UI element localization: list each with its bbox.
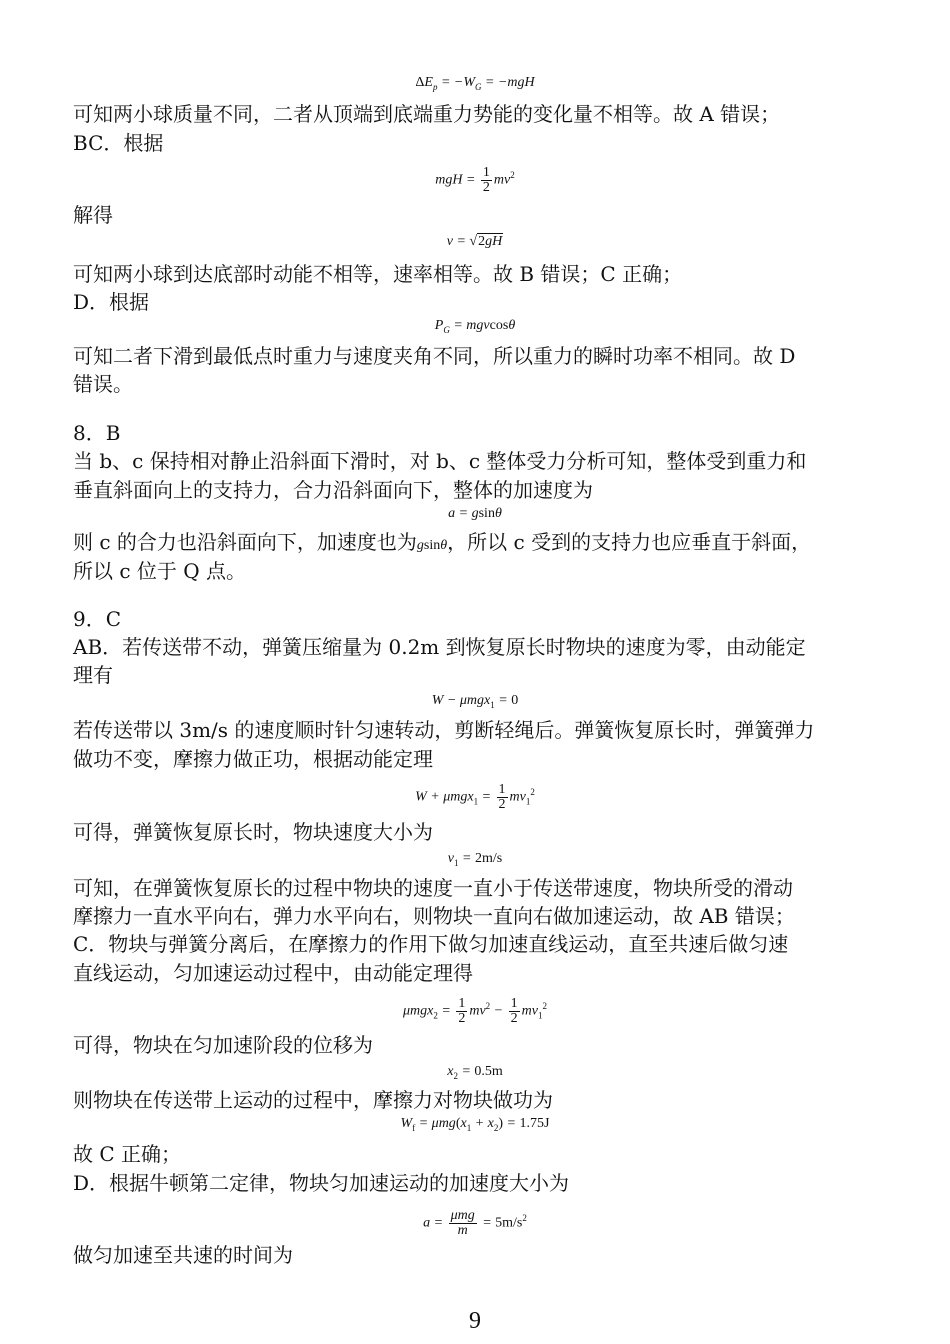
text-line: 可知两小球到达底部时动能不相等，速率相等。故 B 错误；C 正确； bbox=[73, 262, 683, 286]
text-line: 理有 bbox=[73, 663, 113, 687]
v1-value: 2m/s bbox=[474, 851, 503, 866]
x2-value: 0.5m bbox=[474, 1064, 503, 1079]
equation-kinetic-energy: μmgx$_2$ = $\frac{1}{2}$ $mv^2$ − $\frac{1}{2}$ $mv_1^2$ bbox=[403, 996, 547, 1026]
equation-energy: mgH = $\frac{1}{2}$ $mv^2$ bbox=[435, 165, 515, 195]
text-line: 解得 bbox=[73, 203, 113, 227]
text-line: 可得，物块在匀加速阶段的位移为 bbox=[73, 1033, 373, 1057]
equation-velocity: v = √2gH bbox=[446, 234, 503, 249]
text-line: 当 b、c 保持相对静止沿斜面下滑时，对 b、c 整体受力分析可知，整体受到重力和 bbox=[73, 449, 807, 473]
wf-value: 1.75J bbox=[519, 1116, 550, 1131]
equation-acceleration: a = gsinθ bbox=[448, 506, 502, 521]
question-number: 9．C bbox=[73, 607, 122, 631]
text-line: 若传送带以 3m/s 的速度顺时针匀速转动，剪断轻绳后。弹簧恢复原长时，弹簧弹力 bbox=[73, 718, 815, 742]
equation-v1: $v_1 = 2m/s$ bbox=[447, 851, 503, 868]
text-line: D．根据牛顿第二定律，物块匀加速运动的加速度大小为 bbox=[73, 1171, 570, 1195]
equation-power: $P_G = mgvcos\theta$ bbox=[434, 318, 516, 335]
text-line: AB．若传送带不动，弹簧压缩量为 0.2m 到恢复原长时物块的速度为零，由动能定 bbox=[73, 635, 806, 659]
text-line: 可知二者下滑到最低点时重力与速度夹角不同，所以重力的瞬时功率不相同。故 D bbox=[73, 344, 796, 368]
text-segment: 则 c 的合力也沿斜面向下，加速度也为 bbox=[73, 530, 417, 554]
text-line: BC．根据 bbox=[73, 131, 164, 155]
text-line bbox=[73, 528, 811, 560]
equation-delta-ep: $\Delta E_p = -W_G = -mgH$ bbox=[415, 75, 535, 92]
text-line: 则物块在传送带上运动的过程中，摩擦力对物块做功为 bbox=[73, 1088, 553, 1112]
text-line: 可知，在弹簧恢复原长的过程中物块的速度一直小于传送带速度，物块所受的滑动 bbox=[73, 876, 793, 900]
text-line: C．物块与弹簧分离后，在摩擦力的作用下做匀加速直线运动，直至共速后做匀速 bbox=[73, 932, 789, 956]
text-line: 错误。 bbox=[73, 372, 133, 396]
equation-work-static: W − μmgx$_1$ = 0 bbox=[431, 693, 519, 710]
a-value: 5m/s bbox=[495, 1215, 523, 1231]
text-line: 做功不变，摩擦力做正功，根据动能定理 bbox=[73, 747, 433, 771]
text-segment: ，所以 c 受到的支持力也应垂直于斜面， bbox=[447, 530, 812, 554]
text-line: 可得，弹簧恢复原长时，物块速度大小为 bbox=[73, 820, 433, 844]
equation-work-moving: W + μmgx$_1$ = $\frac{1}{2}$ $mv_1^2$ bbox=[415, 782, 535, 812]
inline-formula: gsinθ bbox=[416, 538, 448, 553]
text-line: 做匀加速至共速的时间为 bbox=[73, 1243, 293, 1267]
text-line: 故 C 正确； bbox=[73, 1142, 182, 1166]
text-line: 可知两小球质量不同，二者从顶端到底端重力势能的变化量不相等。故 A 错误； bbox=[73, 102, 781, 126]
equation-friction-work: $W_f = \mu mg(x_1 + x_2) = 1.75J$ bbox=[400, 1116, 550, 1133]
text-line: D．根据 bbox=[73, 290, 150, 314]
text-line: 直线运动，匀加速运动过程中，由动能定理得 bbox=[73, 961, 473, 985]
text-line: 所以 c 位于 Q 点。 bbox=[73, 559, 247, 583]
question-number: 8．B bbox=[73, 421, 121, 445]
equation-x2: $x_2 = 0.5m$ bbox=[447, 1064, 503, 1081]
text-line: 摩擦力一直水平向右，弹力水平向右，则物块一直向右做加速运动，故 AB 错误； bbox=[73, 904, 795, 928]
equation-newton: a = $\frac{\text{μmg}}{m}$ = $5m/s^2$ bbox=[423, 1208, 527, 1238]
text-line: 垂直斜面向上的支持力，合力沿斜面向下，整体的加速度为 bbox=[73, 478, 593, 502]
page-number: 9 bbox=[469, 1308, 481, 1334]
